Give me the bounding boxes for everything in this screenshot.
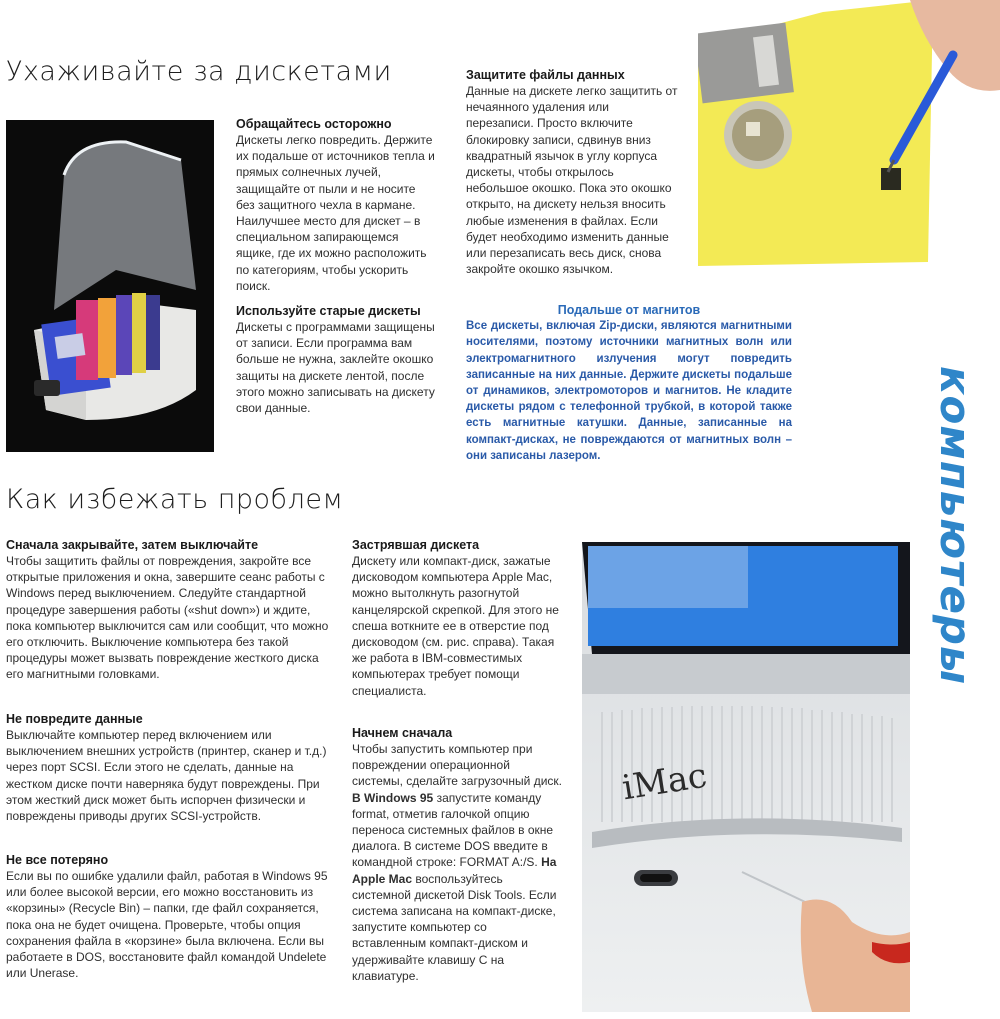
article-heading: Используйте старые дискеты [236,304,421,318]
article-heading: Начнем сначала [352,726,453,740]
floppy-box-photo [6,120,214,452]
article-text: Чтобы запустить компьютер при повреждении операционной системы, сделайте загрузочный диск. [352,742,563,789]
article-heading: Не повредите данные [6,712,143,726]
article-text: Данные на дискете легко защитить от нечаянного удаления или перезаписи. Просто включите блокировку записи, сдвинув вниз квадратный язычок в углу корпуса дискеты, чтобы открылось небольшое окошко. Пока это окошко открыто, на дискету нельзя вносить любые изменения в файлах. Если будет необходимо изменить данные или перезаписать весь диск, снова закройте окошко язычком. [466,84,678,277]
mac-label: На Apple Mac [352,855,557,886]
floppy-box-icon [6,120,214,452]
article-heading: Не все потеряно [6,853,109,867]
article-text: Дискету или компакт-диск, зажатые дисководом компьютера Apple Mac, можно вытолкнуть разогнутой канцелярской скрепкой. Для этого не спеша воткните ее в отверстие под дисководом (см. рис. справа). Такая же работа в IBM-совместимых компьютерах требует помощи специалиста. [352,554,559,698]
article-text: Дискеты с программами защищены от записи. Если программа вам больше не нужна, заклейте окошко защиты на дискете лентой, после этого можно записывать на дискету свои данные. [236,320,435,416]
section-title-problems: Как избежать проблем [6,484,344,515]
windows-label: В Windows 95 [352,790,434,805]
floppy-disk-photo [698,0,1000,266]
article-data [6,711,330,824]
sidebar-label: компьютеры [930,365,980,685]
article-heading: Обращайтесь осторожно [236,117,392,131]
section-sidebar [925,360,985,690]
article-old-floppies [236,303,436,416]
article-text: Дискеты легко повредить. Держите их подальше от источников тепла и прямых солнечных лучей, защищайте от пыли и не носите без защитного чехла в кармане. Наилучшее место для дискет – в специальном запирающемся ящике, где их можно расположить по категориям, чтобы ускорить поиск. [236,133,435,293]
article-text: Выключайте компьютер перед включением или выключением внешних устройств (принтер, сканер и т.д.) через порт SCSI. Если этого не сделать, данные на жестком диске почти наверняка будут повреждены. При этом жесткий диск может быть испорчен физически и повреждены приводы других SCSI-устройств. [6,728,327,824]
floppy-disk-icon [698,0,1000,266]
article-restart [352,725,564,984]
article-protect-files [466,67,678,277]
article-text: Чтобы защитить файлы от повреждения, закройте все открытые приложения и окна, завершите сеанс работы с Windows перед выключением. Следуйте стандартной процедуре завершения работы («shut down») и ждите, пока компьютер выключится сам или сообщит, что можно его отключить. Выключение компьютера без такой процедуры может вызвать повреждение жесткого диска его магнитными головками. [6,554,329,682]
article-text: запустите команду format, отметив галочкой опцию переноса системных файлов в окне диалога. В системе DOS введите в командной строке: FORMAT A:/S. [352,790,554,870]
article-text: Если вы по ошибке удалили файл, работая в Windows 95 или более высокой версии, его можно восстановить из «корзины» (Recycle Bin) – папки, где файл сохраняется, пока она не будет очищена. Проверьте, чтобы опция сохранения файла в «корзине» была включена. Если вы работаете в DOS, восстановите файл командой Undelete или Unerase. [6,869,328,981]
article-lost [6,852,330,981]
article-handle-carefully [236,116,436,294]
article-stuck-disk [352,537,564,699]
article-heading: Застрявшая дискета [352,538,480,552]
article-heading: Сначала закрывайте, затем выключайте [6,538,259,552]
magnets-heading: Подальше от магнитов [557,303,701,317]
magnets-callout [466,302,792,464]
article-text: воспользуйтесь системной дискетой Disk Tools. Если система записана на компакт-диске, запустите компьютер со вставленным компакт-диском и удерживайте клавишу С на клавиатуре. [352,871,557,983]
article-heading: Защитите файлы данных [466,68,625,82]
article-shutdown [6,537,330,683]
imac-photo [582,542,910,1012]
magnets-text: Все дискеты, включая Zip-диски, являются магнитными носителями, поэтому источники магнитных волн или электромагнитного излучения могут повредить записанные на них данные. Держите дискеты подальше от динамиков, электромоторов и магнитов. Не кладите дискеты рядом с телефонной трубкой, в которой также есть магнитные катушки. Данные, записанные на компакт-дисках, не повреждаются от магнитных волн – они записаны лазером. [466,320,792,462]
imac-logo: iMac [619,755,710,809]
section-title-care: Ухаживайте за дискетами [6,56,392,87]
